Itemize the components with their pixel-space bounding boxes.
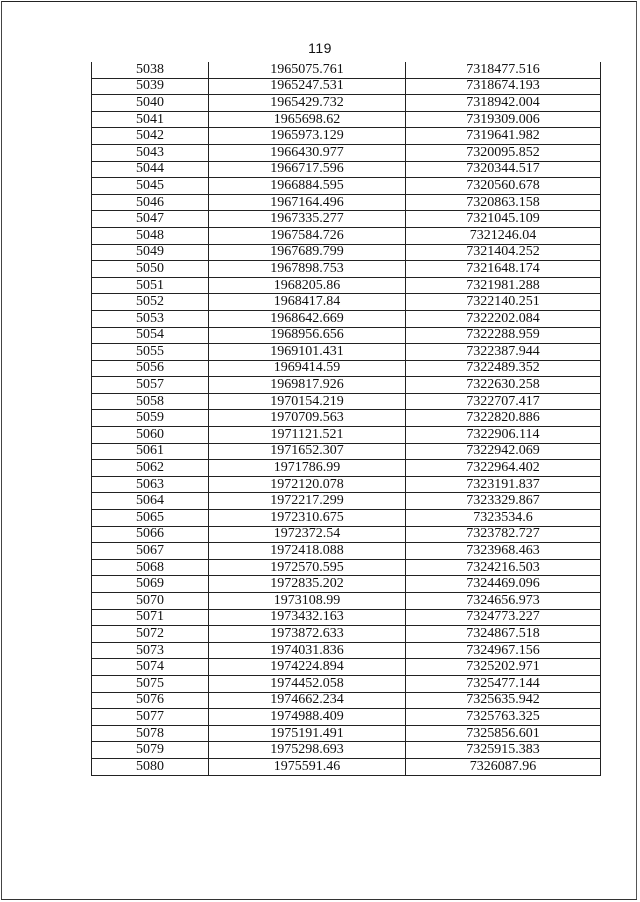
y-coordinate-cell: 7322387.944 [406,344,601,361]
x-coordinate-cell: 1973108.99 [209,593,406,610]
point-number-cell: 5039 [92,78,209,95]
y-coordinate-cell: 7322906.114 [406,427,601,444]
x-coordinate-cell: 1975191.491 [209,725,406,742]
table-row [92,111,601,128]
y-coordinate-cell: 7319641.982 [406,128,601,145]
table-row [92,327,601,344]
x-coordinate-cell: 1966884.595 [209,178,406,195]
x-coordinate-cell: 1965075.761 [209,62,406,78]
x-coordinate-cell: 1966430.977 [209,144,406,161]
y-coordinate-cell: 7321045.109 [406,211,601,228]
y-coordinate-cell: 7321246.04 [406,227,601,244]
x-coordinate-cell: 1966717.596 [209,161,406,178]
y-coordinate-cell: 7322942.069 [406,443,601,460]
y-coordinate-cell: 7321648.174 [406,261,601,278]
point-number-cell: 5043 [92,144,209,161]
x-coordinate-cell: 1967164.496 [209,194,406,211]
x-coordinate-cell: 1968956.656 [209,327,406,344]
table-body [92,62,601,775]
page-number: 119 [308,40,332,56]
y-coordinate-cell: 7324773.227 [406,609,601,626]
table-row [92,543,601,560]
point-number-cell: 5061 [92,443,209,460]
table-row [92,62,601,78]
point-number-cell: 5038 [92,62,209,78]
y-coordinate-cell: 7325915.383 [406,742,601,759]
table-row [92,410,601,427]
point-number-cell: 5050 [92,261,209,278]
table-row [92,310,601,327]
table-row [92,742,601,759]
x-coordinate-cell: 1968642.669 [209,310,406,327]
y-coordinate-cell: 7324656.973 [406,593,601,610]
point-number-cell: 5053 [92,310,209,327]
coordinate-table [91,62,601,776]
x-coordinate-cell: 1972418.088 [209,543,406,560]
point-number-cell: 5055 [92,344,209,361]
x-coordinate-cell: 1967689.799 [209,244,406,261]
y-coordinate-cell: 7324216.503 [406,559,601,576]
table-row [92,178,601,195]
table-row [92,576,601,593]
y-coordinate-cell: 7324967.156 [406,642,601,659]
x-coordinate-cell: 1972570.595 [209,559,406,576]
x-coordinate-cell: 1967584.726 [209,227,406,244]
x-coordinate-cell: 1970154.219 [209,393,406,410]
point-number-cell: 5077 [92,709,209,726]
table-row [92,559,601,576]
table-row [92,709,601,726]
y-coordinate-cell: 7323782.727 [406,526,601,543]
table-row [92,526,601,543]
point-number-cell: 5045 [92,178,209,195]
x-coordinate-cell: 1968205.86 [209,277,406,294]
table-row [92,244,601,261]
table-row [92,493,601,510]
x-coordinate-cell: 1974988.409 [209,709,406,726]
x-coordinate-cell: 1967898.753 [209,261,406,278]
y-coordinate-cell: 7319309.006 [406,111,601,128]
table-row [92,377,601,394]
point-number-cell: 5063 [92,476,209,493]
point-number-cell: 5058 [92,393,209,410]
y-coordinate-cell: 7320095.852 [406,144,601,161]
table-row [92,659,601,676]
point-number-cell: 5046 [92,194,209,211]
point-number-cell: 5044 [92,161,209,178]
table-row [92,261,601,278]
point-number-cell: 5078 [92,725,209,742]
point-number-cell: 5067 [92,543,209,560]
table-row [92,128,601,145]
table-row [92,393,601,410]
table-row [92,78,601,95]
table-row [92,460,601,477]
x-coordinate-cell: 1965973.129 [209,128,406,145]
y-coordinate-cell: 7324469.096 [406,576,601,593]
y-coordinate-cell: 7322140.251 [406,294,601,311]
x-coordinate-cell: 1974662.234 [209,692,406,709]
x-coordinate-cell: 1965698.62 [209,111,406,128]
y-coordinate-cell: 7318942.004 [406,95,601,112]
y-coordinate-cell: 7325202.971 [406,659,601,676]
table-row [92,510,601,527]
point-number-cell: 5068 [92,559,209,576]
y-coordinate-cell: 7323329.867 [406,493,601,510]
x-coordinate-cell: 1973432.163 [209,609,406,626]
table-row [92,95,601,112]
x-coordinate-cell: 1965429.732 [209,95,406,112]
x-coordinate-cell: 1972310.675 [209,510,406,527]
x-coordinate-cell: 1968417.84 [209,294,406,311]
y-coordinate-cell: 7325763.325 [406,709,601,726]
point-number-cell: 5049 [92,244,209,261]
x-coordinate-cell: 1972120.078 [209,476,406,493]
table-row [92,725,601,742]
point-number-cell: 5069 [92,576,209,593]
table-row [92,692,601,709]
point-number-cell: 5052 [92,294,209,311]
point-number-cell: 5070 [92,593,209,610]
y-coordinate-cell: 7325856.601 [406,725,601,742]
point-number-cell: 5065 [92,510,209,527]
point-number-cell: 5041 [92,111,209,128]
point-number-cell: 5059 [92,410,209,427]
point-number-cell: 5074 [92,659,209,676]
table-row [92,642,601,659]
point-number-cell: 5076 [92,692,209,709]
table-row [92,593,601,610]
table-row [92,758,601,775]
table-row [92,626,601,643]
point-number-cell: 5073 [92,642,209,659]
point-number-cell: 5079 [92,742,209,759]
y-coordinate-cell: 7322489.352 [406,360,601,377]
x-coordinate-cell: 1974031.836 [209,642,406,659]
x-coordinate-cell: 1972372.54 [209,526,406,543]
point-number-cell: 5042 [92,128,209,145]
y-coordinate-cell: 7322202.084 [406,310,601,327]
point-number-cell: 5072 [92,626,209,643]
point-number-cell: 5048 [92,227,209,244]
table-row [92,675,601,692]
table-row [92,194,601,211]
table-row [92,144,601,161]
x-coordinate-cell: 1965247.531 [209,78,406,95]
y-coordinate-cell: 7323968.463 [406,543,601,560]
point-number-cell: 5062 [92,460,209,477]
y-coordinate-cell: 7323191.837 [406,476,601,493]
point-number-cell: 5064 [92,493,209,510]
y-coordinate-cell: 7325477.144 [406,675,601,692]
point-number-cell: 5080 [92,758,209,775]
y-coordinate-cell: 7318674.193 [406,78,601,95]
x-coordinate-cell: 1969414.59 [209,360,406,377]
y-coordinate-cell: 7322288.959 [406,327,601,344]
y-coordinate-cell: 7322630.258 [406,377,601,394]
table-row [92,476,601,493]
x-coordinate-cell: 1970709.563 [209,410,406,427]
x-coordinate-cell: 1969817.926 [209,377,406,394]
table-row [92,161,601,178]
table-row [92,443,601,460]
table-row [92,227,601,244]
point-number-cell: 5054 [92,327,209,344]
x-coordinate-cell: 1974224.894 [209,659,406,676]
point-number-cell: 5040 [92,95,209,112]
x-coordinate-cell: 1973872.633 [209,626,406,643]
point-number-cell: 5060 [92,427,209,444]
x-coordinate-cell: 1971786.99 [209,460,406,477]
y-coordinate-cell: 7324867.518 [406,626,601,643]
x-coordinate-cell: 1967335.277 [209,211,406,228]
x-coordinate-cell: 1974452.058 [209,675,406,692]
y-coordinate-cell: 7320863.158 [406,194,601,211]
table-row [92,427,601,444]
x-coordinate-cell: 1969101.431 [209,344,406,361]
x-coordinate-cell: 1972217.299 [209,493,406,510]
y-coordinate-cell: 7321404.252 [406,244,601,261]
bottom-rule [1,899,637,900]
y-coordinate-cell: 7320560.678 [406,178,601,195]
y-coordinate-cell: 7318477.516 [406,62,601,78]
x-coordinate-cell: 1972835.202 [209,576,406,593]
y-coordinate-cell: 7323534.6 [406,510,601,527]
table-row [92,344,601,361]
table-row [92,360,601,377]
point-number-cell: 5071 [92,609,209,626]
point-number-cell: 5047 [92,211,209,228]
point-number-cell: 5066 [92,526,209,543]
table-row [92,277,601,294]
table-row [92,609,601,626]
y-coordinate-cell: 7322964.402 [406,460,601,477]
x-coordinate-cell: 1971121.521 [209,427,406,444]
y-coordinate-cell: 7325635.942 [406,692,601,709]
y-coordinate-cell: 7326087.96 [406,758,601,775]
table-row [92,211,601,228]
point-number-cell: 5051 [92,277,209,294]
y-coordinate-cell: 7320344.517 [406,161,601,178]
table-row [92,294,601,311]
point-number-cell: 5075 [92,675,209,692]
x-coordinate-cell: 1975298.693 [209,742,406,759]
y-coordinate-cell: 7321981.288 [406,277,601,294]
x-coordinate-cell: 1975591.46 [209,758,406,775]
point-number-cell: 5057 [92,377,209,394]
x-coordinate-cell: 1971652.307 [209,443,406,460]
y-coordinate-cell: 7322820.886 [406,410,601,427]
y-coordinate-cell: 7322707.417 [406,393,601,410]
point-number-cell: 5056 [92,360,209,377]
